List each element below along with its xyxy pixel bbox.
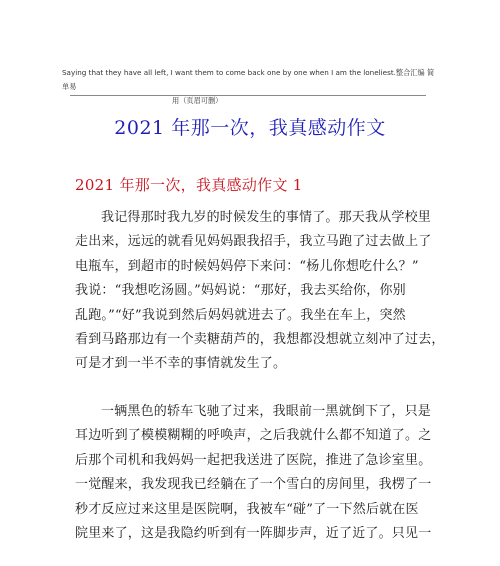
paragraph-line: 耳边听到了模模糊糊的呼唤声，之后我就什么都不知道了。之 (75, 428, 432, 444)
paragraph-line: 看到马路那边有一个卖糖葫芦的，我想都没想就立刻冲了过去， (75, 332, 445, 348)
paragraph-line: 我记得那时我九岁的时候发生的事情了。那天我从学校里 (101, 210, 432, 225)
header-note-line-1: Saying that they have all left, I want them to come back one by one when I am the loneliest.整合汇编 简单易 (62, 68, 435, 91)
paragraph-line: 后那个司机和我妈妈一起把我送进了医院，推进了急诊室里。 (75, 452, 432, 468)
header-note-line-2: 用（页眉可删） (172, 96, 223, 105)
paragraph-line: 一辆黑色的轿车飞驰了过来，我眼前一黑就倒下了，只是 (101, 404, 432, 419)
paragraph-line: 一觉醒来，我发现我已经躺在了一个雪白的房间里，我楞了一 (75, 477, 432, 493)
paragraph-line: 我说：“我想吃汤圆。”妈妈说：“那好，我去买给你，你别 (75, 283, 406, 299)
paragraph-line: 电瓶车，到超市的时候妈妈停下来问：“杨儿你想吃什么？” (75, 258, 419, 274)
header-divider (70, 95, 426, 96)
paragraph-line: 秒才反应过来这里是医院啊，我被车“碰”了一下然后就在医 (75, 501, 419, 517)
paragraph-line: 乱跑。”“好”我说到然后妈妈就进去了。我坐在车上，突然 (75, 307, 406, 323)
paragraph-2 (75, 400, 432, 546)
document-title: 2021 年那一次，我真感动作文 (114, 117, 386, 139)
paragraph-1 (75, 206, 445, 377)
paragraph-line: 走出来，远远的就看见妈妈跟我招手，我立马跑了过去做上了 (75, 234, 432, 250)
page-header-note (62, 66, 440, 108)
section-title: 2021 年那一次，我真感动作文 1 (75, 176, 303, 194)
paragraph-line: 可是才到一半不幸的事情就发生了。 (75, 356, 287, 372)
paragraph-line: 院里来了，这是我隐约听到有一阵脚步声，近了近了。只见一 (75, 526, 432, 542)
